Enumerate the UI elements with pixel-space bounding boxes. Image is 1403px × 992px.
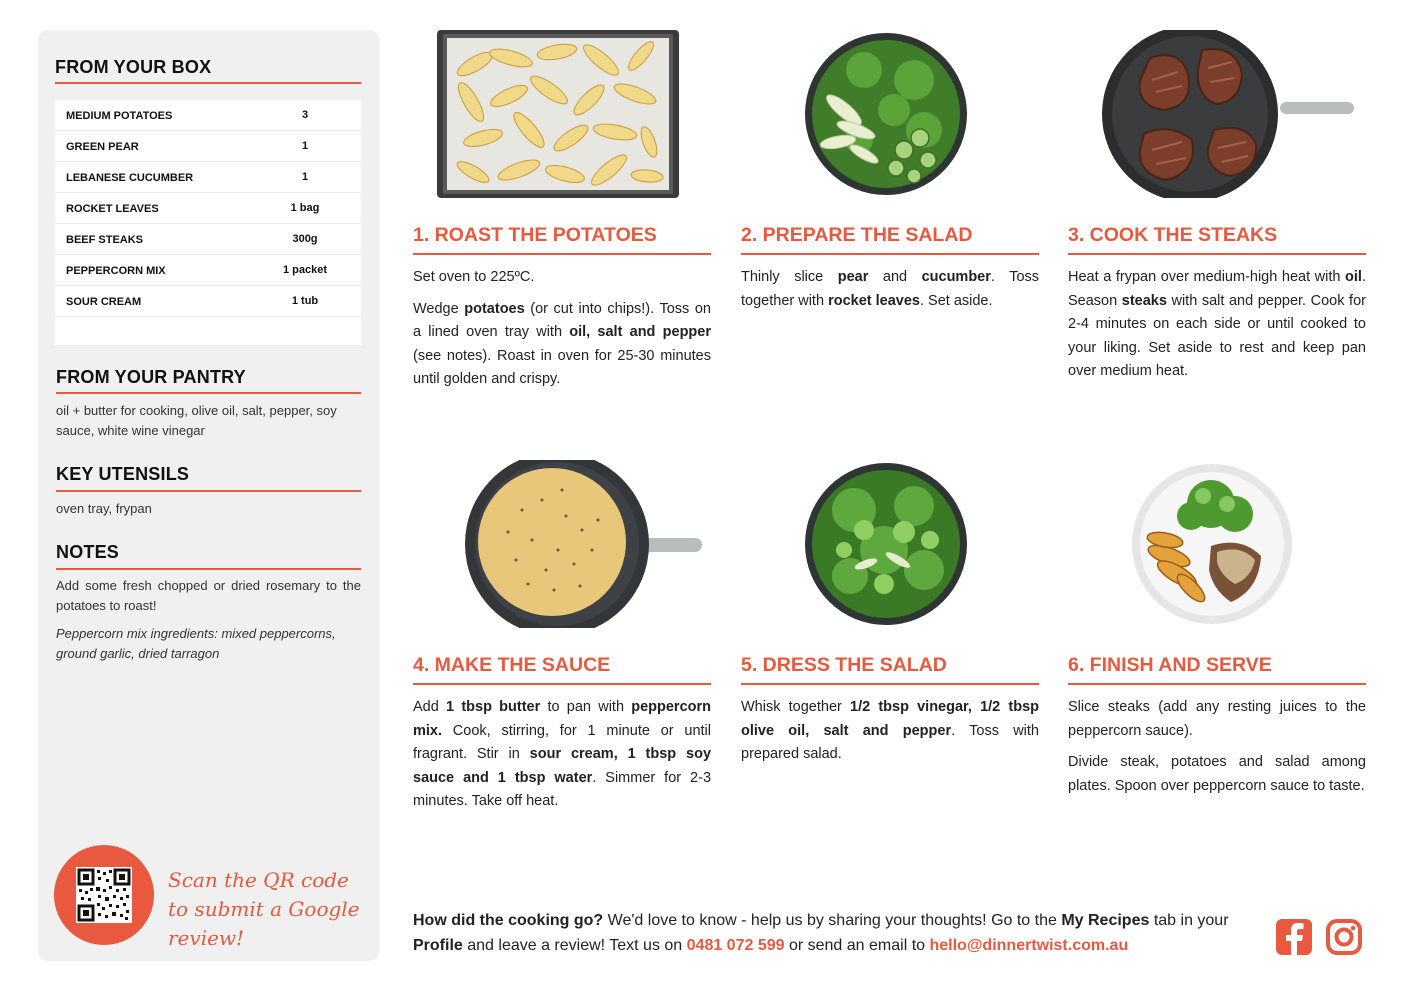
step-2-rule bbox=[741, 253, 1039, 255]
bold-ingredient-text: cucumber bbox=[921, 269, 991, 285]
step-1-rule bbox=[413, 253, 711, 255]
ingredients-table bbox=[55, 100, 361, 345]
step-1-title: 1. ROAST THE POTATOES bbox=[413, 224, 657, 246]
step-4-text-1 bbox=[413, 696, 711, 814]
pantry-rule bbox=[56, 392, 361, 394]
step-2-title: 2. PREPARE THE SALAD bbox=[741, 224, 973, 246]
step-3-rule bbox=[1068, 253, 1366, 255]
step-5-title: 5. DRESS THE SALAD bbox=[741, 654, 947, 676]
bold-ingredient-text: 1/2 tbsp vinegar, 1/2 tbsp olive oil, salt and pepper bbox=[741, 699, 1039, 739]
step-text-run: (see notes). Roast in oven for 25-30 minutes until golden and crispy. bbox=[413, 347, 711, 387]
step-text-run: Heat a frypan over medium-high heat with bbox=[1068, 269, 1346, 285]
bold-ingredient-text: oil bbox=[1345, 269, 1362, 285]
step-4-body bbox=[413, 696, 711, 822]
sidebar bbox=[38, 30, 379, 961]
footer-text-run: My Recipes bbox=[1061, 912, 1150, 929]
notes-italic-text: Peppercorn mix ingredients: mixed peppercorns, ground garlic, dried tarragon bbox=[56, 626, 336, 661]
step-text-run: . Set aside. bbox=[919, 292, 993, 309]
step-1-body bbox=[413, 266, 711, 400]
bold-ingredient-text: oil, salt and pepper bbox=[569, 324, 711, 340]
notes-title: NOTES bbox=[56, 542, 120, 562]
roast-potatoes-image bbox=[437, 30, 679, 202]
ingredient-name: GREEN PEAR bbox=[66, 141, 139, 153]
step-5-body bbox=[741, 696, 1039, 775]
bold-ingredient-text: 1 tbsp butter bbox=[446, 699, 541, 715]
step-6-text-2: Divide steak, potatoes and salad among plates. Spoon over peppercorn sauce to taste. bbox=[1068, 754, 1366, 794]
step-5-text-1 bbox=[741, 696, 1039, 767]
step-text-run: Cook, stirring, for 1 minute or until fragrant. Stir in bbox=[413, 722, 711, 762]
facebook-icon[interactable] bbox=[1275, 918, 1313, 956]
step-3-title: 3. COOK THE STEAKS bbox=[1068, 224, 1278, 246]
notes-rule bbox=[56, 568, 361, 570]
step-text-run: Wedge bbox=[413, 300, 465, 317]
contact-link[interactable]: 0481 072 599 bbox=[686, 937, 785, 954]
ingredient-qty: 3 bbox=[301, 109, 309, 121]
ingredient-name: SOUR CREAM bbox=[66, 296, 142, 308]
qr-code-badge[interactable] bbox=[54, 845, 154, 945]
cook-steaks-image bbox=[1100, 30, 1356, 202]
ingredient-qty: 300g bbox=[292, 233, 318, 245]
pantry-text: oil + butter for cooking, olive oil, salt, pepper, soy sauce, white wine vinegar bbox=[56, 403, 337, 438]
utensils-title: KEY UTENSILS bbox=[56, 464, 190, 484]
step-2-text-1 bbox=[741, 266, 1039, 313]
footer-text-run: tab in your bbox=[1149, 912, 1229, 929]
from-box-rule bbox=[55, 82, 361, 84]
step-6-rule bbox=[1068, 683, 1366, 685]
table-row bbox=[55, 255, 361, 286]
dress-salad-image bbox=[804, 460, 968, 632]
step-text-run: (or cut into chips!). Toss on a lined oven tray with bbox=[413, 300, 711, 340]
step-5-rule bbox=[741, 683, 1039, 685]
step-text-run: to pan with bbox=[540, 699, 632, 715]
table-row bbox=[55, 100, 361, 131]
feedback-footer bbox=[413, 908, 1263, 958]
step-4-title: 4. MAKE THE SAUCE bbox=[413, 654, 611, 676]
step-text-run: . Season bbox=[1068, 269, 1366, 309]
step-1-text-2 bbox=[413, 298, 711, 392]
step-6-title: 6. FINISH AND SERVE bbox=[1068, 654, 1272, 676]
step-text-run: Add bbox=[413, 699, 447, 715]
step-6-body bbox=[1068, 696, 1366, 806]
utensils-rule bbox=[56, 490, 361, 492]
footer-text-run: Profile bbox=[413, 937, 463, 954]
table-row bbox=[55, 131, 361, 162]
ingredient-name: PEPPERCORN MIX bbox=[66, 265, 166, 277]
utensils-text: oven tray, frypan bbox=[56, 501, 152, 516]
from-box-title: FROM YOUR BOX bbox=[55, 57, 212, 77]
ingredient-name: LEBANESE CUCUMBER bbox=[66, 172, 194, 184]
ingredient-qty: 1 bbox=[301, 171, 309, 183]
bold-ingredient-text: steaks bbox=[1121, 292, 1167, 309]
ingredient-name: ROCKET LEAVES bbox=[66, 203, 159, 215]
table-row bbox=[55, 162, 361, 193]
finish-serve-image bbox=[1131, 460, 1293, 632]
step-text-run: and bbox=[868, 269, 922, 285]
make-sauce-image bbox=[462, 460, 704, 632]
step-text-run: with salt and pepper. Cook for 2-4 minutes on each side or until cooked to your liking. Set aside to rest and keep pan over medium heat. bbox=[1068, 292, 1366, 379]
step-2-body bbox=[741, 266, 1039, 321]
footer-text-run: and leave a review! Text us on bbox=[462, 937, 687, 954]
bold-ingredient-text: pear bbox=[837, 269, 869, 285]
instagram-icon[interactable] bbox=[1325, 918, 1363, 956]
step-3-text-1 bbox=[1068, 266, 1366, 384]
bold-ingredient-text: peppercorn mix. bbox=[413, 699, 711, 739]
contact-link[interactable]: hello@dinnertwist.com.au bbox=[929, 937, 1129, 954]
ingredient-qty: 1 packet bbox=[282, 264, 328, 276]
footer-text-run: How did the cooking go? bbox=[413, 912, 604, 929]
ingredient-name: MEDIUM POTATOES bbox=[66, 110, 173, 122]
step-4-rule bbox=[413, 683, 711, 685]
footer-text-run: We'd love to know - help us by sharing your thoughts! Go to the bbox=[603, 912, 1062, 929]
step-6-text-1: Slice steaks (add any resting juices to the peppercorn sauce). bbox=[1068, 699, 1366, 739]
ingredient-qty: 1 tub bbox=[291, 295, 319, 307]
ingredient-qty: 1 bag bbox=[290, 202, 320, 214]
bold-ingredient-text: rocket leaves bbox=[828, 292, 920, 309]
bold-ingredient-text: potatoes bbox=[464, 300, 525, 317]
step-3-body bbox=[1068, 266, 1366, 392]
qr-code-icon bbox=[76, 867, 132, 923]
step-text-run: . Toss with prepared salad. bbox=[741, 722, 1039, 762]
ingredient-name: BEEF STEAKS bbox=[66, 234, 144, 246]
table-row bbox=[55, 193, 361, 224]
qr-review-text: Scan the QR code to submit a Google review! bbox=[168, 868, 360, 950]
step-1-text-1: Set oven to 225ºC. bbox=[413, 269, 535, 285]
table-row bbox=[55, 286, 361, 317]
bold-ingredient-text: sour cream, 1 tbsp soy sauce and 1 tbsp water bbox=[413, 746, 712, 786]
pantry-title: FROM YOUR PANTRY bbox=[56, 367, 246, 387]
notes-text: Add some fresh chopped or dried rosemary to the potatoes to roast! bbox=[56, 578, 361, 613]
step-text-run: Whisk together bbox=[741, 699, 851, 715]
table-row bbox=[55, 224, 361, 255]
ingredient-qty: 1 bbox=[301, 140, 309, 152]
step-text-run: Thinly slice bbox=[741, 269, 838, 285]
step-text-run: . Simmer for 2-3 minutes. Take off heat. bbox=[413, 769, 712, 809]
step-text-run: . Toss together with bbox=[741, 269, 1040, 309]
footer-text-run: or send an email to bbox=[784, 937, 930, 954]
prepare-salad-image bbox=[804, 30, 968, 202]
